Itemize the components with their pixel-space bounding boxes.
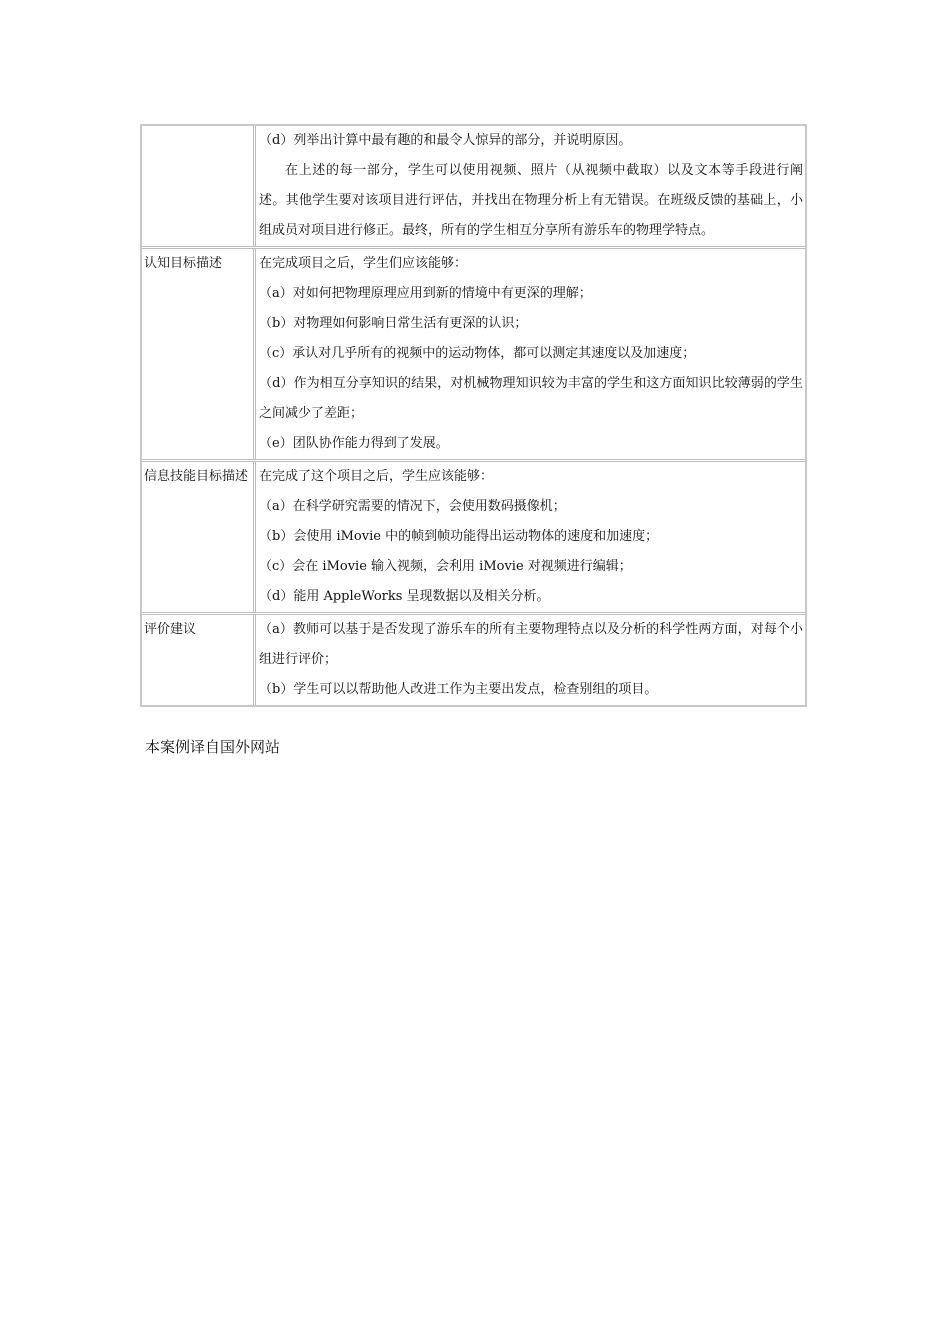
content-table [140, 124, 807, 707]
content-paragraph: 在上述的每一部分，学生可以使用视频、照片（从视频中截取）以及文本等手段进行阐述。其他学生要对该项目进行评估，并找出在物理分析上有无错误。在班级反馈的基础上，小组成员对项目进行修正。最终，所有的学生相互分享所有游乐车的物理学特点。 [259, 163, 803, 238]
table-row-info-skill-goals [142, 459, 805, 612]
content-line: （e）团队协作能力得到了发展。 [259, 436, 449, 451]
row-label [142, 126, 256, 246]
content-line: 在完成了这个项目之后，学生应该能够： [259, 469, 494, 484]
source-note: 本案例译自国外网站 [145, 738, 281, 756]
content-line: （d）能用 AppleWorks 呈现数据以及相关分析。 [259, 589, 550, 604]
content-line: （b）学生可以以帮助他人改进工作为主要出发点，检查别组的项目。 [259, 682, 658, 697]
row-content [256, 615, 805, 705]
content-line: （a）在科学研究需要的情况下，会使用数码摄像机； [259, 499, 566, 514]
row-content [256, 249, 805, 459]
content-line: （c）承认对几乎所有的视频中的运动物体，都可以测定其速度以及加速度； [259, 346, 696, 361]
table-row-continuation [142, 126, 805, 246]
content-line: 在完成项目之后，学生们应该能够： [259, 256, 468, 271]
content-line: （c）会在 iMovie 输入视频，会利用 iMovie 对视频进行编辑； [259, 559, 632, 574]
content-line: （b）会使用 iMovie 中的帧到帧功能得出运动物体的速度和加速度； [259, 529, 659, 544]
content-line: （a）教师可以基于是否发现了游乐车的所有主要物理特点以及分析的科学性两方面，对每个小组进行评价； [259, 622, 803, 667]
row-label: 评价建议 [142, 615, 256, 705]
row-label: 信息技能目标描述 [142, 462, 256, 612]
content-line: （d）作为相互分享知识的结果，对机械物理知识较为丰富的学生和这方面知识比较薄弱的学生之间减少了差距； [259, 376, 803, 421]
table-row-evaluation [142, 612, 805, 705]
row-label: 认知目标描述 [142, 249, 256, 459]
content-line: （a）对如何把物理原理应用到新的情境中有更深的理解； [259, 286, 592, 301]
content-line: （d）列举出计算中最有趣的和最令人惊异的部分，并说明原因。 [259, 133, 632, 148]
row-content [256, 126, 805, 246]
table-row-cognitive-goals [142, 246, 805, 459]
row-content [256, 462, 805, 612]
content-line: （b）对物理如何影响日常生活有更深的认识； [259, 316, 528, 331]
